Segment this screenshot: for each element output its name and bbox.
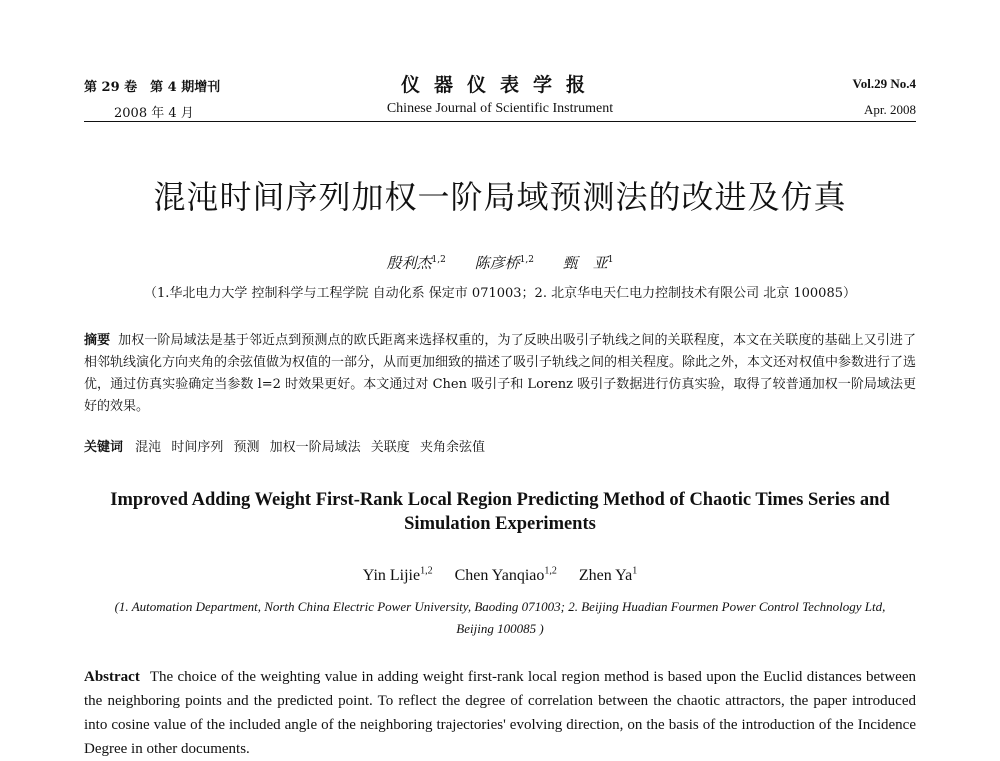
abstract-text-en: The choice of the weighting value in adding weight first-rank local region method is based upon the Euclid distances between the neighboring points and the predicted point. To reflect the degree of correlation between the chaotic attractors, the paper introduced into cosine value of the included angle of the neighboring trajectories' evolving direction, on the basis of the introduction of the Incidence Degree in other documents. [84, 669, 916, 757]
author-list-en [0, 566, 1000, 585]
keyword: 混沌 [135, 440, 162, 455]
keywords-cn [84, 436, 916, 455]
publication-date-en: Apr. 2008 [864, 102, 916, 117]
journal-title-cn: 仪器仪表学报 [400, 74, 599, 96]
volume-issue-en: Vol.29 No.4 [852, 76, 916, 91]
keyword: 关联度 [370, 440, 410, 455]
keyword: 预测 [233, 440, 260, 455]
keywords-label-cn: 关键词 [84, 440, 124, 455]
volume-issue: 第 29 卷 第 4 期增刊 [84, 80, 221, 95]
header-rule [84, 121, 916, 122]
author-en: Yin Lijie$^{1,2}$ [362, 566, 433, 585]
publication-date-cn: 2008 年 4 月 [114, 106, 194, 121]
keyword: 夹角余弦值 [419, 440, 485, 455]
running-header [84, 70, 916, 122]
author-cn: 甄 亚$^1$ [562, 254, 614, 272]
affiliation-cn: （1.华北电力大学 控制科学与工程学院 自动化系 保定市 071003；2. 北京华电天仁电力控制技术有限公司 北京 100085） [144, 286, 856, 301]
author-en: Zhen Ya$^1$ [578, 566, 638, 585]
abstract-cn [84, 330, 916, 418]
author-list-cn [0, 252, 1000, 273]
author-cn: 殷利杰$^{1,2}$ [386, 254, 446, 272]
affiliation-en: (1. Automation Department, North China Electric Power University, Baoding 071003; 2. Beijing Huadian Fourmen Power Control Technology Ltd, Beijing 100085 ) [114, 599, 886, 636]
keyword: 时间序列 [171, 440, 224, 455]
abstract-en [84, 665, 916, 761]
author-en: Chen Yanqiao$^{1,2}$ [454, 566, 557, 585]
paper-title-cn: 混沌时间序列加权一阶局域预测法的改进及仿真 [153, 178, 847, 216]
keyword: 加权一阶局域法 [269, 440, 361, 455]
abstract-label-cn: 摘要 [84, 333, 111, 348]
abstract-label-en: Abstract [84, 669, 140, 685]
journal-title-en: Chinese Journal of Scientific Instrument [386, 101, 614, 116]
paper-title-en: Improved Adding Weight First-Rank Local Region Predicting Method of Chaotic Times Series and Simulation Experiments [110, 490, 890, 534]
abstract-text-cn: 加权一阶局域法是基于邻近点到预测点的欧氏距离来选择权重的，为了反映出吸引子轨线之间的关联程度，本文在关联度的基础上又引进了相邻轨线演化方向夹角的余弦值做为权值的一部分，从而更加细致的描述了吸引子轨线之间的相关程度。除此之外，本文还对权值中参数进行了选优，通过仿真实验确定当参数 l=2 时效果更好。本文通过对 Chen 吸引子和 Lorenz 吸引子数据进行仿真实验，取得了较普通加权一阶局域法更好的效果。 [84, 333, 917, 414]
author-cn: 陈彦桥$^{1,2}$ [474, 254, 534, 272]
